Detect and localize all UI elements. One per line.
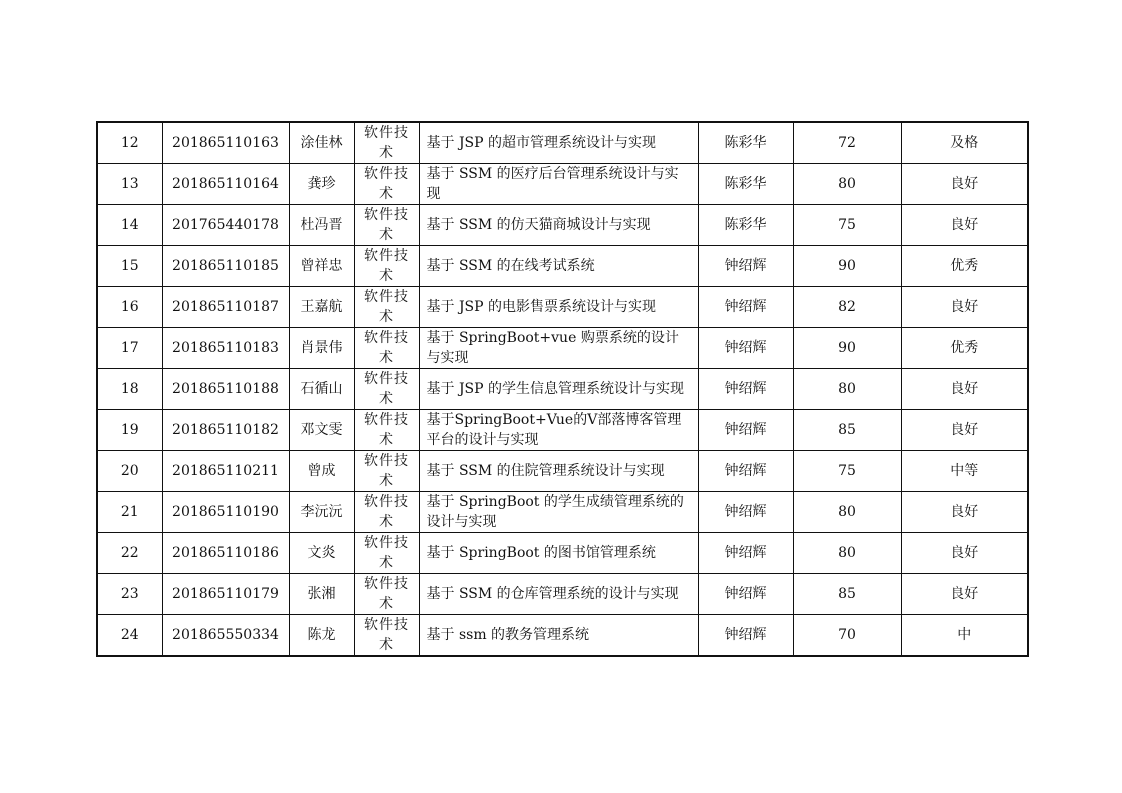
cell-student-id: 201765440178 bbox=[162, 205, 289, 246]
cell-name: 文炎 bbox=[289, 533, 354, 574]
grades-table bbox=[96, 121, 1029, 657]
cell-student-id: 201865110185 bbox=[162, 246, 289, 287]
cell-advisor: 钟绍辉 bbox=[698, 287, 793, 328]
cell-advisor: 陈彩华 bbox=[698, 122, 793, 164]
cell-student-id: 201865110163 bbox=[162, 122, 289, 164]
cell-grade: 及格 bbox=[901, 122, 1028, 164]
cell-score: 80 bbox=[793, 164, 901, 205]
cell-major: 软件技术 bbox=[354, 451, 419, 492]
cell-grade: 优秀 bbox=[901, 328, 1028, 369]
cell-major: 软件技术 bbox=[354, 410, 419, 451]
cell-score: 80 bbox=[793, 533, 901, 574]
cell-no: 20 bbox=[97, 451, 162, 492]
cell-name: 张湘 bbox=[289, 574, 354, 615]
cell-name: 涂佳林 bbox=[289, 122, 354, 164]
cell-major: 软件技术 bbox=[354, 246, 419, 287]
table-row bbox=[97, 369, 1028, 410]
cell-no: 22 bbox=[97, 533, 162, 574]
cell-advisor: 钟绍辉 bbox=[698, 615, 793, 657]
cell-major: 软件技术 bbox=[354, 122, 419, 164]
cell-no: 23 bbox=[97, 574, 162, 615]
cell-advisor: 钟绍辉 bbox=[698, 328, 793, 369]
cell-title: 基于SpringBoot+Vue的V部落博客管理平台的设计与实现 bbox=[419, 410, 698, 451]
cell-no: 24 bbox=[97, 615, 162, 657]
table-row bbox=[97, 287, 1028, 328]
cell-name: 曾成 bbox=[289, 451, 354, 492]
cell-title: 基于 SpringBoot+vue 购票系统的设计与实现 bbox=[419, 328, 698, 369]
cell-student-id: 201865110179 bbox=[162, 574, 289, 615]
cell-grade: 良好 bbox=[901, 287, 1028, 328]
cell-score: 82 bbox=[793, 287, 901, 328]
cell-title: 基于 ssm 的教务管理系统 bbox=[419, 615, 698, 657]
cell-student-id: 201865550334 bbox=[162, 615, 289, 657]
cell-score: 70 bbox=[793, 615, 901, 657]
table-row bbox=[97, 205, 1028, 246]
cell-grade: 中等 bbox=[901, 451, 1028, 492]
cell-no: 21 bbox=[97, 492, 162, 533]
cell-no: 13 bbox=[97, 164, 162, 205]
cell-name: 王嘉航 bbox=[289, 287, 354, 328]
cell-name: 龚珍 bbox=[289, 164, 354, 205]
cell-grade: 良好 bbox=[901, 574, 1028, 615]
cell-grade: 良好 bbox=[901, 492, 1028, 533]
cell-student-id: 201865110186 bbox=[162, 533, 289, 574]
cell-student-id: 201865110187 bbox=[162, 287, 289, 328]
cell-advisor: 钟绍辉 bbox=[698, 410, 793, 451]
table-row bbox=[97, 246, 1028, 287]
cell-score: 80 bbox=[793, 492, 901, 533]
cell-title: 基于 SpringBoot 的图书馆管理系统 bbox=[419, 533, 698, 574]
cell-no: 14 bbox=[97, 205, 162, 246]
cell-advisor: 陈彩华 bbox=[698, 164, 793, 205]
cell-student-id: 201865110183 bbox=[162, 328, 289, 369]
cell-major: 软件技术 bbox=[354, 287, 419, 328]
cell-title: 基于 JSP 的学生信息管理系统设计与实现 bbox=[419, 369, 698, 410]
cell-student-id: 201865110190 bbox=[162, 492, 289, 533]
cell-score: 72 bbox=[793, 122, 901, 164]
cell-advisor: 钟绍辉 bbox=[698, 246, 793, 287]
cell-advisor: 钟绍辉 bbox=[698, 369, 793, 410]
cell-no: 18 bbox=[97, 369, 162, 410]
cell-major: 软件技术 bbox=[354, 328, 419, 369]
cell-title: 基于 SSM 的仿天猫商城设计与实现 bbox=[419, 205, 698, 246]
cell-advisor: 钟绍辉 bbox=[698, 574, 793, 615]
cell-no: 16 bbox=[97, 287, 162, 328]
cell-name: 陈龙 bbox=[289, 615, 354, 657]
cell-score: 90 bbox=[793, 246, 901, 287]
table-row bbox=[97, 492, 1028, 533]
cell-major: 软件技术 bbox=[354, 574, 419, 615]
table-row bbox=[97, 533, 1028, 574]
cell-grade: 良好 bbox=[901, 205, 1028, 246]
cell-title: 基于 SSM 的仓库管理系统的设计与实现 bbox=[419, 574, 698, 615]
cell-title: 基于 JSP 的超市管理系统设计与实现 bbox=[419, 122, 698, 164]
cell-score: 75 bbox=[793, 205, 901, 246]
table-row bbox=[97, 615, 1028, 657]
cell-name: 曾祥忠 bbox=[289, 246, 354, 287]
cell-major: 软件技术 bbox=[354, 492, 419, 533]
cell-name: 石循山 bbox=[289, 369, 354, 410]
cell-score: 90 bbox=[793, 328, 901, 369]
cell-grade: 中 bbox=[901, 615, 1028, 657]
cell-score: 85 bbox=[793, 574, 901, 615]
cell-student-id: 201865110211 bbox=[162, 451, 289, 492]
cell-no: 12 bbox=[97, 122, 162, 164]
table-row bbox=[97, 410, 1028, 451]
cell-title: 基于 SpringBoot 的学生成绩管理系统的设计与实现 bbox=[419, 492, 698, 533]
cell-grade: 良好 bbox=[901, 369, 1028, 410]
cell-student-id: 201865110182 bbox=[162, 410, 289, 451]
cell-title: 基于 SSM 的在线考试系统 bbox=[419, 246, 698, 287]
table-row bbox=[97, 451, 1028, 492]
cell-no: 15 bbox=[97, 246, 162, 287]
cell-major: 软件技术 bbox=[354, 369, 419, 410]
cell-title: 基于 SSM 的医疗后台管理系统设计与实现 bbox=[419, 164, 698, 205]
cell-major: 软件技术 bbox=[354, 615, 419, 657]
cell-no: 19 bbox=[97, 410, 162, 451]
cell-title: 基于 JSP 的电影售票系统设计与实现 bbox=[419, 287, 698, 328]
cell-score: 75 bbox=[793, 451, 901, 492]
cell-name: 李沅沅 bbox=[289, 492, 354, 533]
cell-advisor: 钟绍辉 bbox=[698, 492, 793, 533]
cell-grade: 良好 bbox=[901, 533, 1028, 574]
table-row bbox=[97, 164, 1028, 205]
cell-major: 软件技术 bbox=[354, 205, 419, 246]
cell-name: 邓文雯 bbox=[289, 410, 354, 451]
cell-grade: 优秀 bbox=[901, 246, 1028, 287]
cell-major: 软件技术 bbox=[354, 533, 419, 574]
cell-title: 基于 SSM 的住院管理系统设计与实现 bbox=[419, 451, 698, 492]
cell-name: 肖景伟 bbox=[289, 328, 354, 369]
cell-advisor: 钟绍辉 bbox=[698, 533, 793, 574]
table-row bbox=[97, 122, 1028, 164]
cell-grade: 良好 bbox=[901, 164, 1028, 205]
cell-student-id: 201865110188 bbox=[162, 369, 289, 410]
cell-student-id: 201865110164 bbox=[162, 164, 289, 205]
cell-grade: 良好 bbox=[901, 410, 1028, 451]
cell-major: 软件技术 bbox=[354, 164, 419, 205]
cell-advisor: 钟绍辉 bbox=[698, 451, 793, 492]
table-row bbox=[97, 328, 1028, 369]
cell-advisor: 陈彩华 bbox=[698, 205, 793, 246]
cell-score: 85 bbox=[793, 410, 901, 451]
table-body bbox=[97, 122, 1028, 656]
cell-score: 80 bbox=[793, 369, 901, 410]
cell-no: 17 bbox=[97, 328, 162, 369]
cell-name: 杜冯晋 bbox=[289, 205, 354, 246]
table-row bbox=[97, 574, 1028, 615]
